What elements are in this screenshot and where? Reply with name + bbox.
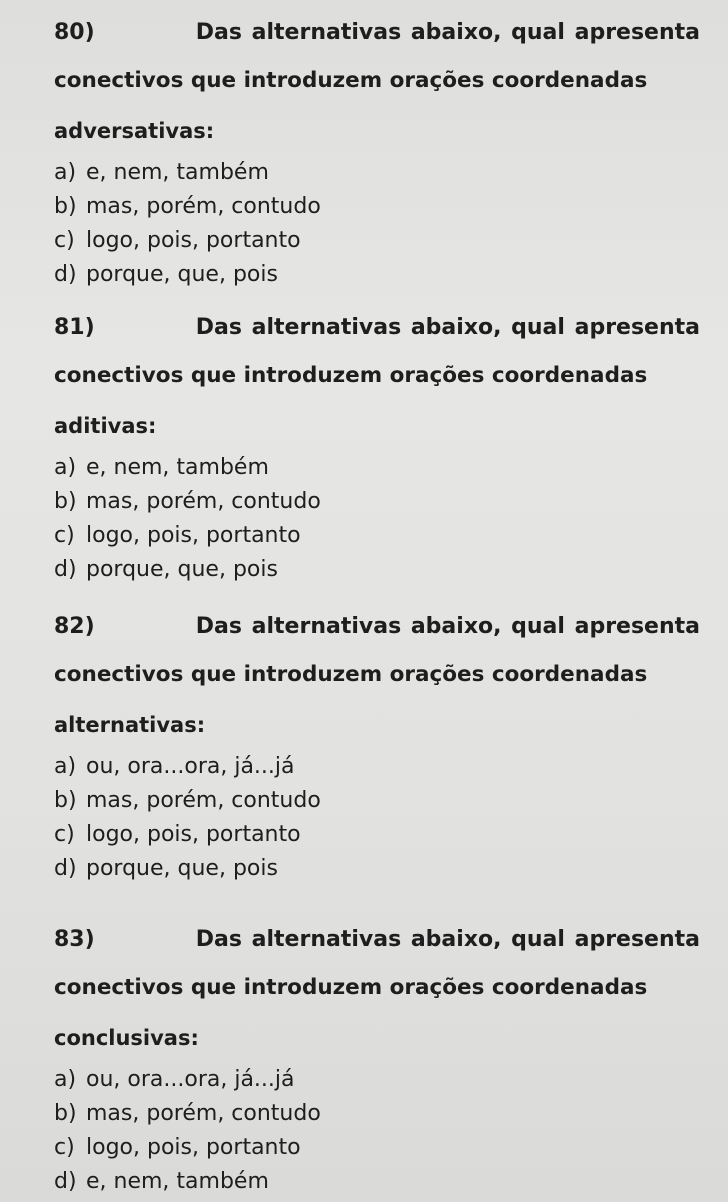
option-letter: c)	[54, 1135, 75, 1160]
question-type: conclusivas:	[54, 1026, 199, 1050]
option-text: e, nem, também	[86, 455, 269, 480]
question-heading-line	[54, 925, 700, 955]
question-number: 81)	[54, 315, 95, 340]
options-list	[54, 1063, 700, 1199]
option-text: logo, pois, portanto	[86, 228, 301, 253]
option-text: ou, ora...ora, já...já	[86, 754, 295, 779]
options-list	[54, 451, 700, 587]
option-text: mas, porém, contudo	[86, 194, 321, 219]
option-text: e, nem, também	[86, 1169, 269, 1194]
option-b[interactable]	[54, 190, 700, 224]
option-letter: c)	[54, 523, 75, 548]
question-81	[54, 313, 700, 587]
question-heading: Das alternativas abaixo, qual apresenta	[195, 927, 700, 952]
option-letter: b)	[54, 489, 77, 514]
question-type: alternativas:	[54, 713, 206, 737]
option-text: porque, que, pois	[86, 262, 278, 287]
option-text: mas, porém, contudo	[86, 489, 321, 514]
question-body: conectivos que introduzem orações coordenadas	[54, 68, 648, 93]
option-letter: b)	[54, 1101, 77, 1126]
option-text: porque, que, pois	[86, 557, 278, 582]
option-d[interactable]	[54, 258, 700, 292]
option-letter: d)	[54, 856, 77, 881]
question-heading: Das alternativas abaixo, qual apresenta	[195, 315, 700, 340]
question-83	[54, 925, 700, 1199]
option-text: logo, pois, portanto	[86, 1135, 301, 1160]
question-82	[54, 612, 700, 886]
question-body: conectivos que introduzem orações coordenadas	[54, 975, 648, 1000]
option-letter: d)	[54, 1169, 77, 1194]
option-letter: c)	[54, 822, 75, 847]
option-c[interactable]	[54, 519, 700, 553]
question-heading: Das alternativas abaixo, qual apresenta	[195, 614, 700, 639]
option-a[interactable]	[54, 156, 700, 190]
question-type: aditivas:	[54, 414, 157, 438]
option-letter: a)	[54, 455, 77, 480]
question-heading-line	[54, 18, 700, 48]
option-letter: b)	[54, 194, 77, 219]
option-a[interactable]	[54, 750, 700, 784]
question-body: conectivos que introduzem orações coordenadas	[54, 363, 648, 388]
option-d[interactable]	[54, 1165, 700, 1199]
question-heading-line	[54, 313, 700, 343]
option-a[interactable]	[54, 1063, 700, 1097]
option-a[interactable]	[54, 451, 700, 485]
options-list	[54, 156, 700, 292]
options-list	[54, 750, 700, 886]
option-letter: a)	[54, 1067, 77, 1092]
question-heading: Das alternativas abaixo, qual apresenta	[195, 20, 700, 45]
option-d[interactable]	[54, 553, 700, 587]
option-letter: d)	[54, 262, 77, 287]
question-body: conectivos que introduzem orações coordenadas	[54, 662, 648, 687]
option-letter: d)	[54, 557, 77, 582]
option-c[interactable]	[54, 818, 700, 852]
option-text: logo, pois, portanto	[86, 822, 301, 847]
question-number: 83)	[54, 927, 95, 952]
option-letter: a)	[54, 160, 77, 185]
option-c[interactable]	[54, 1131, 700, 1165]
option-text: ou, ora...ora, já...já	[86, 1067, 295, 1092]
option-text: logo, pois, portanto	[86, 523, 301, 548]
option-text: mas, porém, contudo	[86, 1101, 321, 1126]
option-b[interactable]	[54, 784, 700, 818]
question-80	[54, 18, 700, 292]
option-text: e, nem, também	[86, 160, 269, 185]
question-number: 80)	[54, 20, 95, 45]
option-letter: a)	[54, 754, 77, 779]
option-d[interactable]	[54, 852, 700, 886]
option-letter: c)	[54, 228, 75, 253]
question-number: 82)	[54, 614, 95, 639]
option-b[interactable]	[54, 1097, 700, 1131]
option-text: mas, porém, contudo	[86, 788, 321, 813]
option-b[interactable]	[54, 485, 700, 519]
option-c[interactable]	[54, 224, 700, 258]
question-type: adversativas:	[54, 119, 215, 143]
question-heading-line	[54, 612, 700, 642]
option-text: porque, que, pois	[86, 856, 278, 881]
option-letter: b)	[54, 788, 77, 813]
